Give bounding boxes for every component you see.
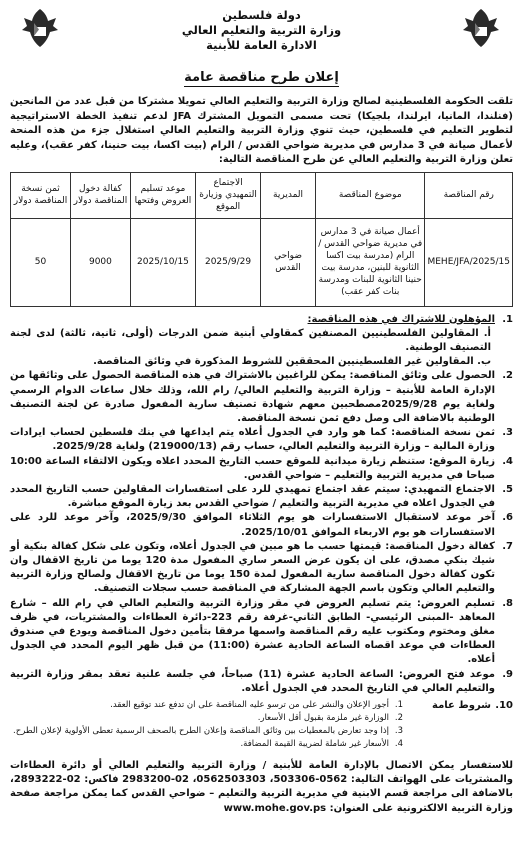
general-conditions-label: شروط عامة (432, 699, 491, 711)
condition-item (10, 313, 513, 370)
bullet-icon: 2. (394, 712, 403, 723)
condition-item (10, 597, 513, 668)
condition-number: 3. (502, 427, 513, 439)
tender-table (10, 172, 513, 307)
condition-text: تسليم العروض: يتم تسليم العروض في مقر وزارة التربية والتعليم العالي في رام الله – شارع المعاهد -المبنى الرئيسي- الطابق الثاني-غرفة رقم 223-دائرة العطاءات والمشتريات، في ظرف مغلق ومختوم ومكتوب عليه رقم المناقصة واسمها مرفقا بتأمين دخول المناقصة ويودع في صندوق العطاءات في موعد اقصاه الساعة الحادية عشرة (11:00) من قبل ظهر اليوم المحدد في الجدول أعلاه. (10, 597, 496, 666)
condition-number: 5. (502, 483, 513, 495)
condition-text: آخر موعد لاستقبال الاستفسارات هو يوم الثلاثاء الموافق 2025/9/30، وآخر موعد للرد على الاستفسارات هو يوم الاربعاء الموافق 2025/10/01. (10, 512, 495, 538)
bullet-icon: 3. (394, 725, 403, 736)
list-item-text: أجور الإعلان والنشر على من ترسو عليه المناقصة على ان تدفع عند توقيع العقد. (110, 699, 389, 710)
condition-sub-item: أ. المقاولين الفلسطينيين المصنفين كمقاولي أبنية ضمن الدرجات (أولى، ثانية، ثالثة) لدى لجنة التصنيف الوطنية. (10, 327, 491, 353)
document-header (10, 4, 513, 66)
col-tender-subject: موضوع المناقصة (316, 172, 425, 218)
condition-text: الاجتماع التمهيدي: سيتم عقد اجتماع تمهيدي للرد على استفسارات المقاولين حسب التاريخ المحدد في الجدول اعلاه في مديرية التربية والتعليم / ضواحي القدس بعد زيارة الموقع مباشرة. (10, 483, 495, 510)
header-titles (10, 4, 513, 53)
directorate-cell: ضواحي القدس (261, 218, 316, 306)
condition-number: 8. (502, 597, 513, 609)
list-item (10, 725, 403, 738)
palestine-emblem-icon (20, 6, 60, 50)
list-item (10, 712, 403, 725)
palestine-emblem-icon (461, 6, 501, 50)
list-item (10, 738, 403, 751)
condition-item (10, 369, 513, 426)
table-row (11, 218, 513, 306)
condition-text: ثمن نسخة المناقصة: كما هو وارد في الجدول أعلاه يتم ايداعها في بنك فلسطين لحساب ايرادات وزارة المالية – وزارة التربية والتعليم العالي، حساب رقم (219000/13) ولغاية 2025/9/28. (10, 427, 495, 453)
condition-text: الحصول على وثائق المناقصة: يمكن للراغبين بالاشتراك في هذه المناقصة الحصول على وثائقها من الإدارة العامة للأبنية – وزارة التربية والتعليم العالي/ رام الله، وذلك خلال ساعات الدوام الرسمي ولغاية يوم 2025/9/28مصطحبين معهم شهادة تصنيف سارية المفعول صادرة عن لجنة التصنيف الوطنية بالاضافة الى وصل دفع ثمن نسخة المناقصة. (10, 370, 496, 424)
state-name: دولة فلسطين (222, 8, 301, 22)
condition-number: 6. (502, 512, 513, 524)
condition-text: موعد فتح العروض: الساعة الحادية عشرة (11) صباحاً، في جلسة علنية تعقد بمقر وزارة التربية والتعليم العالي في التاريخ المحدد في الجدول أعلاه. (10, 668, 495, 694)
condition-text: زيارة الموقع: ستنظم زيارة ميدانية للموقع حسب التاريخ المحدد اعلاه ويكون الالتقاء الساعة 10:00 صباحا في مديرية التربية والتعليم – ضواحي القدس. (10, 455, 495, 481)
list-item-text: إذا وجد تعارض بالمعطيات بين وثائق المناقصة وإعلان الطرح بالصحف الرسمية تعطى الأولوية لإعلان الطرح. (13, 725, 389, 736)
bullet-icon: 4. (394, 738, 403, 749)
intro-paragraph: تلقت الحكومة الفلسطينية لصالح وزارة التربية والتعليم العالي تمويلا مشتركا من قبل عدد من المانحين (فنلندا، المانيا، ايرلندا، بلجيكا) تحت مسمى التمويل المشترك JFA لدعم تنفيذ الخطة الاستراتيجية لتطوير التعليم في فلسطين، حيث تنوي وزارة التربية والتعليم العالي استغلال جزء من هذه المنحة لأعمال صيانة في 3 مدارس في مديرية ضواحي القدس / الرام (بيت اكسا، بيت حنينا، كفر عقب)، وعليه تعلن وزارة التربية والتعليم العالي عن طرح المناقصة التالية: (10, 96, 513, 165)
department-name: الادارة العامة للأبنية (206, 38, 317, 52)
ministry-name: وزارة التربية والتعليم العالي (181, 23, 342, 37)
condition-number: 2. (502, 370, 513, 382)
list-item-text: الأسعار غير شاملة لضريبة القيمة المضافة. (240, 738, 389, 749)
condition-item (10, 540, 513, 597)
bullet-icon: 1. (394, 699, 403, 710)
contact-footer: للاستفسار يمكن الاتصال بالإدارة العامة للأبنية / وزارة التربية والتعليم العالي أو دائرة العطاءات والمشتريات على الهواتف التالية: 0562-503306، 0562503303، 02-2983200 فاكس: 02-2893222، بالاضافة الى مراجعة قسم الابنية في مديرية التربية والتعليم – ضواحي القدس كما يمكن مراجعة صفحة وزارة التربية الالكترونية على العنوان: www.mohe.gov.ps (10, 759, 514, 814)
bid-bond-cell: 9000 (70, 218, 130, 306)
condition-number: 1. (502, 313, 513, 325)
general-conditions (10, 699, 513, 751)
submission-date-cell: 2025/10/15 (130, 218, 195, 306)
col-directorate: المديرية (261, 172, 316, 218)
col-pre-meeting: الاجتماع التمهيدي وزيارة الموقع (196, 172, 261, 218)
condition-number: 9. (502, 668, 513, 680)
announcement-title-text: إعلان طرح مناقصة عامة (184, 70, 339, 85)
condition-item (10, 483, 513, 511)
condition-item (10, 455, 513, 483)
col-bid-bond: كفالة دخول المناقصة دولار (70, 172, 130, 218)
col-tender-number: رقم المناقصة (425, 172, 513, 218)
condition-number: 7. (502, 540, 513, 552)
col-submission-date: موعد تسليم العروض وفتحها (130, 172, 195, 218)
pre-meeting-cell: 2025/9/29 (196, 218, 261, 306)
document-price-cell: 50 (11, 218, 71, 306)
announcement-title (10, 70, 513, 85)
table-header-row (11, 172, 513, 218)
condition-sub-item: ب. المقاولين غير الفلسطينيين المحققين للشروط المذكورة في وثائق المناقصة. (93, 356, 491, 368)
tender-subject-cell: أعمال صيانة في 3 مدارس في مديرية ضواحي القدس / الرام (مدرسة بيت اكسا الثانوية للبنين، مدرسة بيت حنينا الثانوية للبنات ومدرسة بنات كفر عقب) (316, 218, 425, 306)
col-document-price: ثمن نسخة المناقصة دولار (11, 172, 71, 218)
tender-number-cell: MEHE/JFA/2025/15 (425, 218, 513, 306)
condition-item (10, 511, 513, 539)
list-item (10, 699, 403, 712)
condition-item (10, 668, 513, 696)
condition-number: 4. (502, 455, 513, 467)
conditions-list (10, 313, 513, 696)
condition-text: كفالة دخول المناقصة: قيمتها حسب ما هو مبين في الجدول أعلاه، وتكون على شكل كفالة بنكية أو شيك بنكي مصدق، على ان يكون عرض السعر ساري المفعول مدة 120 يوما من تاريخ الاقفال وان تكون كفالة دخول المناقصة سارية المفعول لمدة 150 يوما من تاريخ الاقفال ولصالح وزارة التربية والتعليم العالي وتكون باسم الجهة المشاركة في المناقصة حسب سجلات التصنيف. (10, 540, 495, 595)
condition-text: المؤهلون للاشتراك في هذه المناقصة: (307, 313, 495, 325)
condition-item (10, 426, 513, 454)
condition-number: 10. (495, 699, 513, 711)
list-item-text: الوزارة غير ملزمة بقبول أقل الأسعار. (257, 712, 389, 723)
general-conditions-list (10, 699, 495, 751)
